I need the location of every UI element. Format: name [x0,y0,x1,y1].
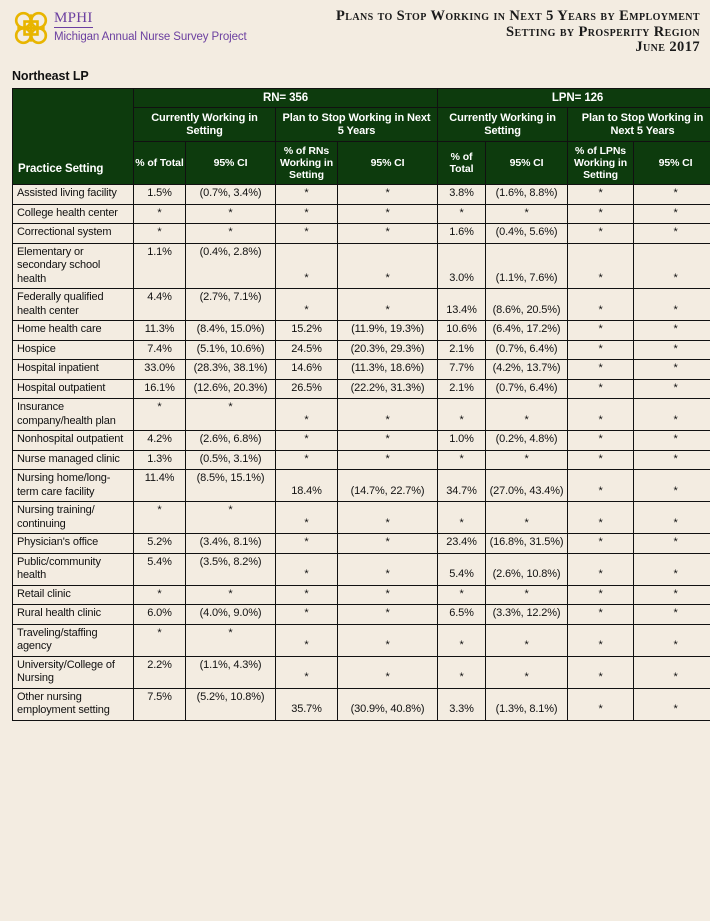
cell-rn-stop-ci: * [338,585,438,605]
cell-lpn-stop-ci: * [634,224,710,244]
cell-lpn-ci: (3.3%, 12.2%) [486,605,568,625]
cell-lpn-stop-ci: * [634,340,710,360]
cell-rn-stop-pct: * [276,624,338,656]
cell-rn-stop-ci: (11.3%, 18.6%) [338,360,438,380]
cell-rn-pct-total: 1.5% [134,185,186,205]
table-row [13,656,710,688]
cell-rn-stop-pct: * [276,605,338,625]
cell-lpn-stop-pct: * [568,470,634,502]
cell-lpn-stop-pct: * [568,185,634,205]
cell-lpn-stop-pct: * [568,585,634,605]
cell-lpn-stop-ci: * [634,534,710,554]
cell-rn-stop-ci: * [338,605,438,625]
cell-lpn-ci: * [486,399,568,431]
row-label-practice-setting: Elementary or secondary school health [13,243,134,289]
cell-lpn-ci: (0.2%, 4.8%) [486,431,568,451]
cell-lpn-stop-pct: * [568,204,634,224]
cell-rn-stop-pct: * [276,502,338,534]
subgroup-header-lpn-plan-to-stop: Plan to Stop Working in Next 5 Years [568,108,710,142]
cell-lpn-stop-ci: * [634,204,710,224]
column-header-lpn-ci: 95% CI [486,142,568,185]
row-label-practice-setting: Other nursing employment setting [13,688,134,720]
cell-lpn-stop-ci: * [634,289,710,321]
cell-lpn-pct-total: * [438,502,486,534]
cell-lpn-stop-ci: * [634,624,710,656]
cell-rn-stop-pct: * [276,534,338,554]
table-row [13,185,710,205]
cell-lpn-stop-pct: * [568,399,634,431]
cell-rn-stop-ci: * [338,450,438,470]
cell-rn-stop-ci: * [338,185,438,205]
cell-rn-stop-pct: * [276,399,338,431]
column-header-rn-ci: 95% CI [186,142,276,185]
cell-lpn-stop-ci: * [634,688,710,720]
cell-rn-stop-ci: * [338,204,438,224]
table-row [13,399,710,431]
row-label-practice-setting: Retail clinic [13,585,134,605]
row-label-practice-setting: Nurse managed clinic [13,450,134,470]
cell-lpn-stop-ci: * [634,321,710,341]
cell-lpn-stop-ci: * [634,431,710,451]
subgroup-header-rn-plan-to-stop: Plan to Stop Working in Next 5 Years [276,108,438,142]
report-title-date: June 2017 [635,39,700,55]
cell-lpn-stop-pct: * [568,243,634,289]
cell-rn-stop-ci: * [338,224,438,244]
cell-rn-stop-pct: * [276,204,338,224]
cell-lpn-ci: * [486,585,568,605]
row-label-practice-setting: Nursing training/ continuing [13,502,134,534]
row-label-practice-setting: Hospice [13,340,134,360]
cell-lpn-pct-total: * [438,450,486,470]
cell-lpn-stop-pct: * [568,224,634,244]
row-label-practice-setting: Nursing home/long-term care facility [13,470,134,502]
table-row [13,360,710,380]
cell-rn-stop-ci: * [338,243,438,289]
cell-rn-stop-pct: * [276,224,338,244]
row-label-practice-setting: Physician's office [13,534,134,554]
group-header-lpn-count: 126 [584,92,604,104]
cell-lpn-pct-total: * [438,585,486,605]
cell-rn-stop-ci: (20.3%, 29.3%) [338,340,438,360]
cell-rn-stop-pct: 18.4% [276,470,338,502]
group-header-rn-count: 356 [289,92,309,104]
cell-rn-ci: * [186,585,276,605]
cell-rn-stop-ci: (14.7%, 22.7%) [338,470,438,502]
table-row [13,204,710,224]
cell-rn-stop-pct: * [276,289,338,321]
cell-rn-pct-total: 1.1% [134,243,186,289]
cell-rn-pct-total: 6.0% [134,605,186,625]
cell-rn-stop-pct: 14.6% [276,360,338,380]
row-label-practice-setting: Public/community health [13,553,134,585]
table-row [13,431,710,451]
row-label-practice-setting: Rural health clinic [13,605,134,625]
cell-rn-stop-pct: * [276,450,338,470]
report-title-line-1: Plans to Stop Working in Next 5 Years by Employment [336,8,700,24]
column-header-rn-pct-total: % of Total [134,142,186,185]
cell-lpn-pct-total: 1.0% [438,431,486,451]
cell-lpn-ci: (0.4%, 5.6%) [486,224,568,244]
table-row [13,502,710,534]
cell-rn-pct-total: * [134,624,186,656]
report-title-line-2: Setting by Prosperity Region [506,23,700,40]
row-label-practice-setting: Traveling/staffing agency [13,624,134,656]
row-label-practice-setting: Nonhospital outpatient [13,431,134,451]
mphi-celtic-knot-logo-icon [12,8,50,48]
cell-lpn-ci: * [486,450,568,470]
cell-rn-ci: (2.6%, 6.8%) [186,431,276,451]
row-label-practice-setting: Federally qualified health center [13,289,134,321]
table-row [13,605,710,625]
cell-rn-ci: (3.5%, 8.2%) [186,553,276,585]
cell-rn-pct-total: 5.4% [134,553,186,585]
table-row [13,379,710,399]
column-header-lpn-pct-total: % of Total [438,142,486,185]
cell-lpn-ci: (1.6%, 8.8%) [486,185,568,205]
cell-lpn-pct-total: 34.7% [438,470,486,502]
cell-rn-ci: (1.1%, 4.3%) [186,656,276,688]
cell-lpn-ci: (27.0%, 43.4%) [486,470,568,502]
region-label: Northeast LP [12,69,89,83]
cell-lpn-ci: (16.8%, 31.5%) [486,534,568,554]
cell-rn-ci: * [186,502,276,534]
row-label-practice-setting: Home health care [13,321,134,341]
cell-lpn-stop-pct: * [568,688,634,720]
cell-lpn-pct-total: * [438,624,486,656]
cell-rn-stop-ci: * [338,534,438,554]
table-row [13,624,710,656]
cell-rn-stop-pct: * [276,431,338,451]
cell-rn-ci: (5.1%, 10.6%) [186,340,276,360]
cell-rn-stop-pct: 26.5% [276,379,338,399]
table-row [13,321,710,341]
cell-rn-pct-total: 33.0% [134,360,186,380]
cell-lpn-pct-total: 13.4% [438,289,486,321]
cell-rn-pct-total: 7.4% [134,340,186,360]
cell-lpn-stop-pct: * [568,624,634,656]
cell-lpn-stop-ci: * [634,185,710,205]
brand-project-name: Michigan Annual Nurse Survey Project [54,31,247,43]
cell-lpn-stop-ci: * [634,656,710,688]
cell-rn-pct-total: * [134,399,186,431]
cell-lpn-stop-ci: * [634,243,710,289]
cell-rn-ci: (0.4%, 2.8%) [186,243,276,289]
cell-rn-ci: * [186,204,276,224]
row-label-practice-setting: Correctional system [13,224,134,244]
cell-rn-stop-pct: * [276,553,338,585]
cell-rn-pct-total: 7.5% [134,688,186,720]
cell-lpn-pct-total: * [438,656,486,688]
cell-lpn-stop-pct: * [568,321,634,341]
table-row [13,289,710,321]
cell-rn-stop-ci: * [338,502,438,534]
table-row [13,585,710,605]
cell-rn-pct-total: 5.2% [134,534,186,554]
cell-lpn-stop-pct: * [568,340,634,360]
cell-lpn-stop-ci: * [634,585,710,605]
column-header-lpn-stop-ci: 95% CI [634,142,710,185]
cell-lpn-stop-ci: * [634,605,710,625]
cell-lpn-pct-total: 6.5% [438,605,486,625]
cell-lpn-ci: (6.4%, 17.2%) [486,321,568,341]
page-header [0,0,710,58]
cell-rn-stop-ci: (30.9%, 40.8%) [338,688,438,720]
cell-rn-ci: (0.7%, 3.4%) [186,185,276,205]
cell-rn-stop-ci: * [338,289,438,321]
cell-lpn-pct-total: 3.3% [438,688,486,720]
group-header-lpn [438,89,710,108]
mphi-brand [12,6,247,48]
cell-lpn-stop-pct: * [568,450,634,470]
cell-lpn-pct-total: 10.6% [438,321,486,341]
cell-rn-stop-ci: * [338,431,438,451]
cell-rn-ci: (12.6%, 20.3%) [186,379,276,399]
cell-rn-pct-total: 2.2% [134,656,186,688]
group-header-rn-prefix: RN= [263,92,287,104]
group-header-lpn-prefix: LPN= [551,92,582,104]
column-header-practice-setting: Practice Setting [13,89,134,185]
table-row [13,553,710,585]
row-label-practice-setting: Assisted living facility [13,185,134,205]
cell-rn-pct-total: 1.3% [134,450,186,470]
cell-lpn-pct-total: 5.4% [438,553,486,585]
cell-rn-pct-total: 11.3% [134,321,186,341]
cell-rn-ci: (8.5%, 15.1%) [186,470,276,502]
cell-lpn-ci: (8.6%, 20.5%) [486,289,568,321]
cell-lpn-ci: (2.6%, 10.8%) [486,553,568,585]
cell-rn-stop-ci: * [338,656,438,688]
cell-lpn-stop-pct: * [568,379,634,399]
cell-lpn-stop-pct: * [568,553,634,585]
cell-lpn-ci: * [486,624,568,656]
cell-rn-stop-pct: * [276,585,338,605]
header-row-groups [13,89,710,108]
cell-rn-stop-pct: * [276,185,338,205]
cell-rn-ci: (8.4%, 15.0%) [186,321,276,341]
cell-lpn-pct-total: 3.0% [438,243,486,289]
cell-rn-stop-pct: 24.5% [276,340,338,360]
column-header-lpn-stop-pct: % of LPNs Working in Setting [568,142,634,185]
cell-rn-stop-ci: (22.2%, 31.3%) [338,379,438,399]
cell-lpn-ci: (0.7%, 6.4%) [486,340,568,360]
cell-rn-ci: (3.4%, 8.1%) [186,534,276,554]
column-header-rn-stop-pct: % of RNs Working in Setting [276,142,338,185]
cell-lpn-stop-pct: * [568,360,634,380]
cell-lpn-stop-pct: * [568,431,634,451]
cell-rn-pct-total: * [134,585,186,605]
table-container [0,88,710,721]
cell-lpn-ci: (1.3%, 8.1%) [486,688,568,720]
cell-rn-stop-ci: (11.9%, 19.3%) [338,321,438,341]
cell-lpn-stop-pct: * [568,502,634,534]
table-row [13,450,710,470]
table-row [13,340,710,360]
cell-rn-stop-ci: * [338,399,438,431]
table-row [13,470,710,502]
cell-rn-ci: * [186,224,276,244]
cell-rn-ci: * [186,399,276,431]
cell-lpn-pct-total: 7.7% [438,360,486,380]
cell-rn-stop-pct: 15.2% [276,321,338,341]
cell-rn-pct-total: * [134,224,186,244]
cell-rn-stop-pct: * [276,243,338,289]
practice-setting-table [12,88,710,721]
cell-lpn-pct-total: 1.6% [438,224,486,244]
cell-rn-ci: * [186,624,276,656]
cell-lpn-ci: * [486,204,568,224]
cell-lpn-stop-pct: * [568,605,634,625]
cell-rn-pct-total: 11.4% [134,470,186,502]
cell-rn-stop-pct: * [276,656,338,688]
table-row [13,224,710,244]
cell-lpn-ci: (4.2%, 13.7%) [486,360,568,380]
subgroup-header-lpn-currently-working: Currently Working in Setting [438,108,568,142]
brand-acronym: MPHI [54,10,93,26]
cell-lpn-stop-ci: * [634,360,710,380]
table-body [13,185,710,721]
row-label-practice-setting: University/College of Nursing [13,656,134,688]
cell-lpn-pct-total: 3.8% [438,185,486,205]
cell-rn-pct-total: * [134,204,186,224]
row-label-practice-setting: Hospital outpatient [13,379,134,399]
table-header [13,89,710,185]
group-header-rn [134,89,438,108]
cell-lpn-stop-pct: * [568,534,634,554]
cell-lpn-stop-ci: * [634,379,710,399]
cell-rn-stop-pct: 35.7% [276,688,338,720]
cell-lpn-stop-ci: * [634,450,710,470]
cell-lpn-ci: * [486,502,568,534]
cell-rn-ci: (28.3%, 38.1%) [186,360,276,380]
row-label-practice-setting: College health center [13,204,134,224]
cell-rn-ci: (2.7%, 7.1%) [186,289,276,321]
cell-lpn-pct-total: 2.1% [438,379,486,399]
report-title [336,6,704,56]
cell-rn-stop-ci: * [338,624,438,656]
cell-lpn-pct-total: 23.4% [438,534,486,554]
cell-rn-ci: (5.2%, 10.8%) [186,688,276,720]
row-label-practice-setting: Hospital inpatient [13,360,134,380]
cell-lpn-pct-total: * [438,204,486,224]
cell-lpn-stop-ci: * [634,399,710,431]
cell-lpn-stop-pct: * [568,656,634,688]
cell-rn-ci: (4.0%, 9.0%) [186,605,276,625]
cell-rn-pct-total: * [134,502,186,534]
cell-lpn-stop-ci: * [634,553,710,585]
column-header-rn-stop-ci: 95% CI [338,142,438,185]
table-row [13,243,710,289]
cell-lpn-ci: (0.7%, 6.4%) [486,379,568,399]
cell-lpn-pct-total: * [438,399,486,431]
cell-rn-stop-ci: * [338,553,438,585]
cell-lpn-ci: (1.1%, 7.6%) [486,243,568,289]
row-label-practice-setting: Insurance company/health plan [13,399,134,431]
cell-rn-pct-total: 16.1% [134,379,186,399]
cell-rn-pct-total: 4.2% [134,431,186,451]
cell-lpn-stop-ci: * [634,470,710,502]
table-row [13,688,710,720]
cell-lpn-ci: * [486,656,568,688]
cell-rn-pct-total: 4.4% [134,289,186,321]
table-row [13,534,710,554]
cell-rn-ci: (0.5%, 3.1%) [186,450,276,470]
subgroup-header-rn-currently-working: Currently Working in Setting [134,108,276,142]
cell-lpn-pct-total: 2.1% [438,340,486,360]
cell-lpn-stop-ci: * [634,502,710,534]
cell-lpn-stop-pct: * [568,289,634,321]
